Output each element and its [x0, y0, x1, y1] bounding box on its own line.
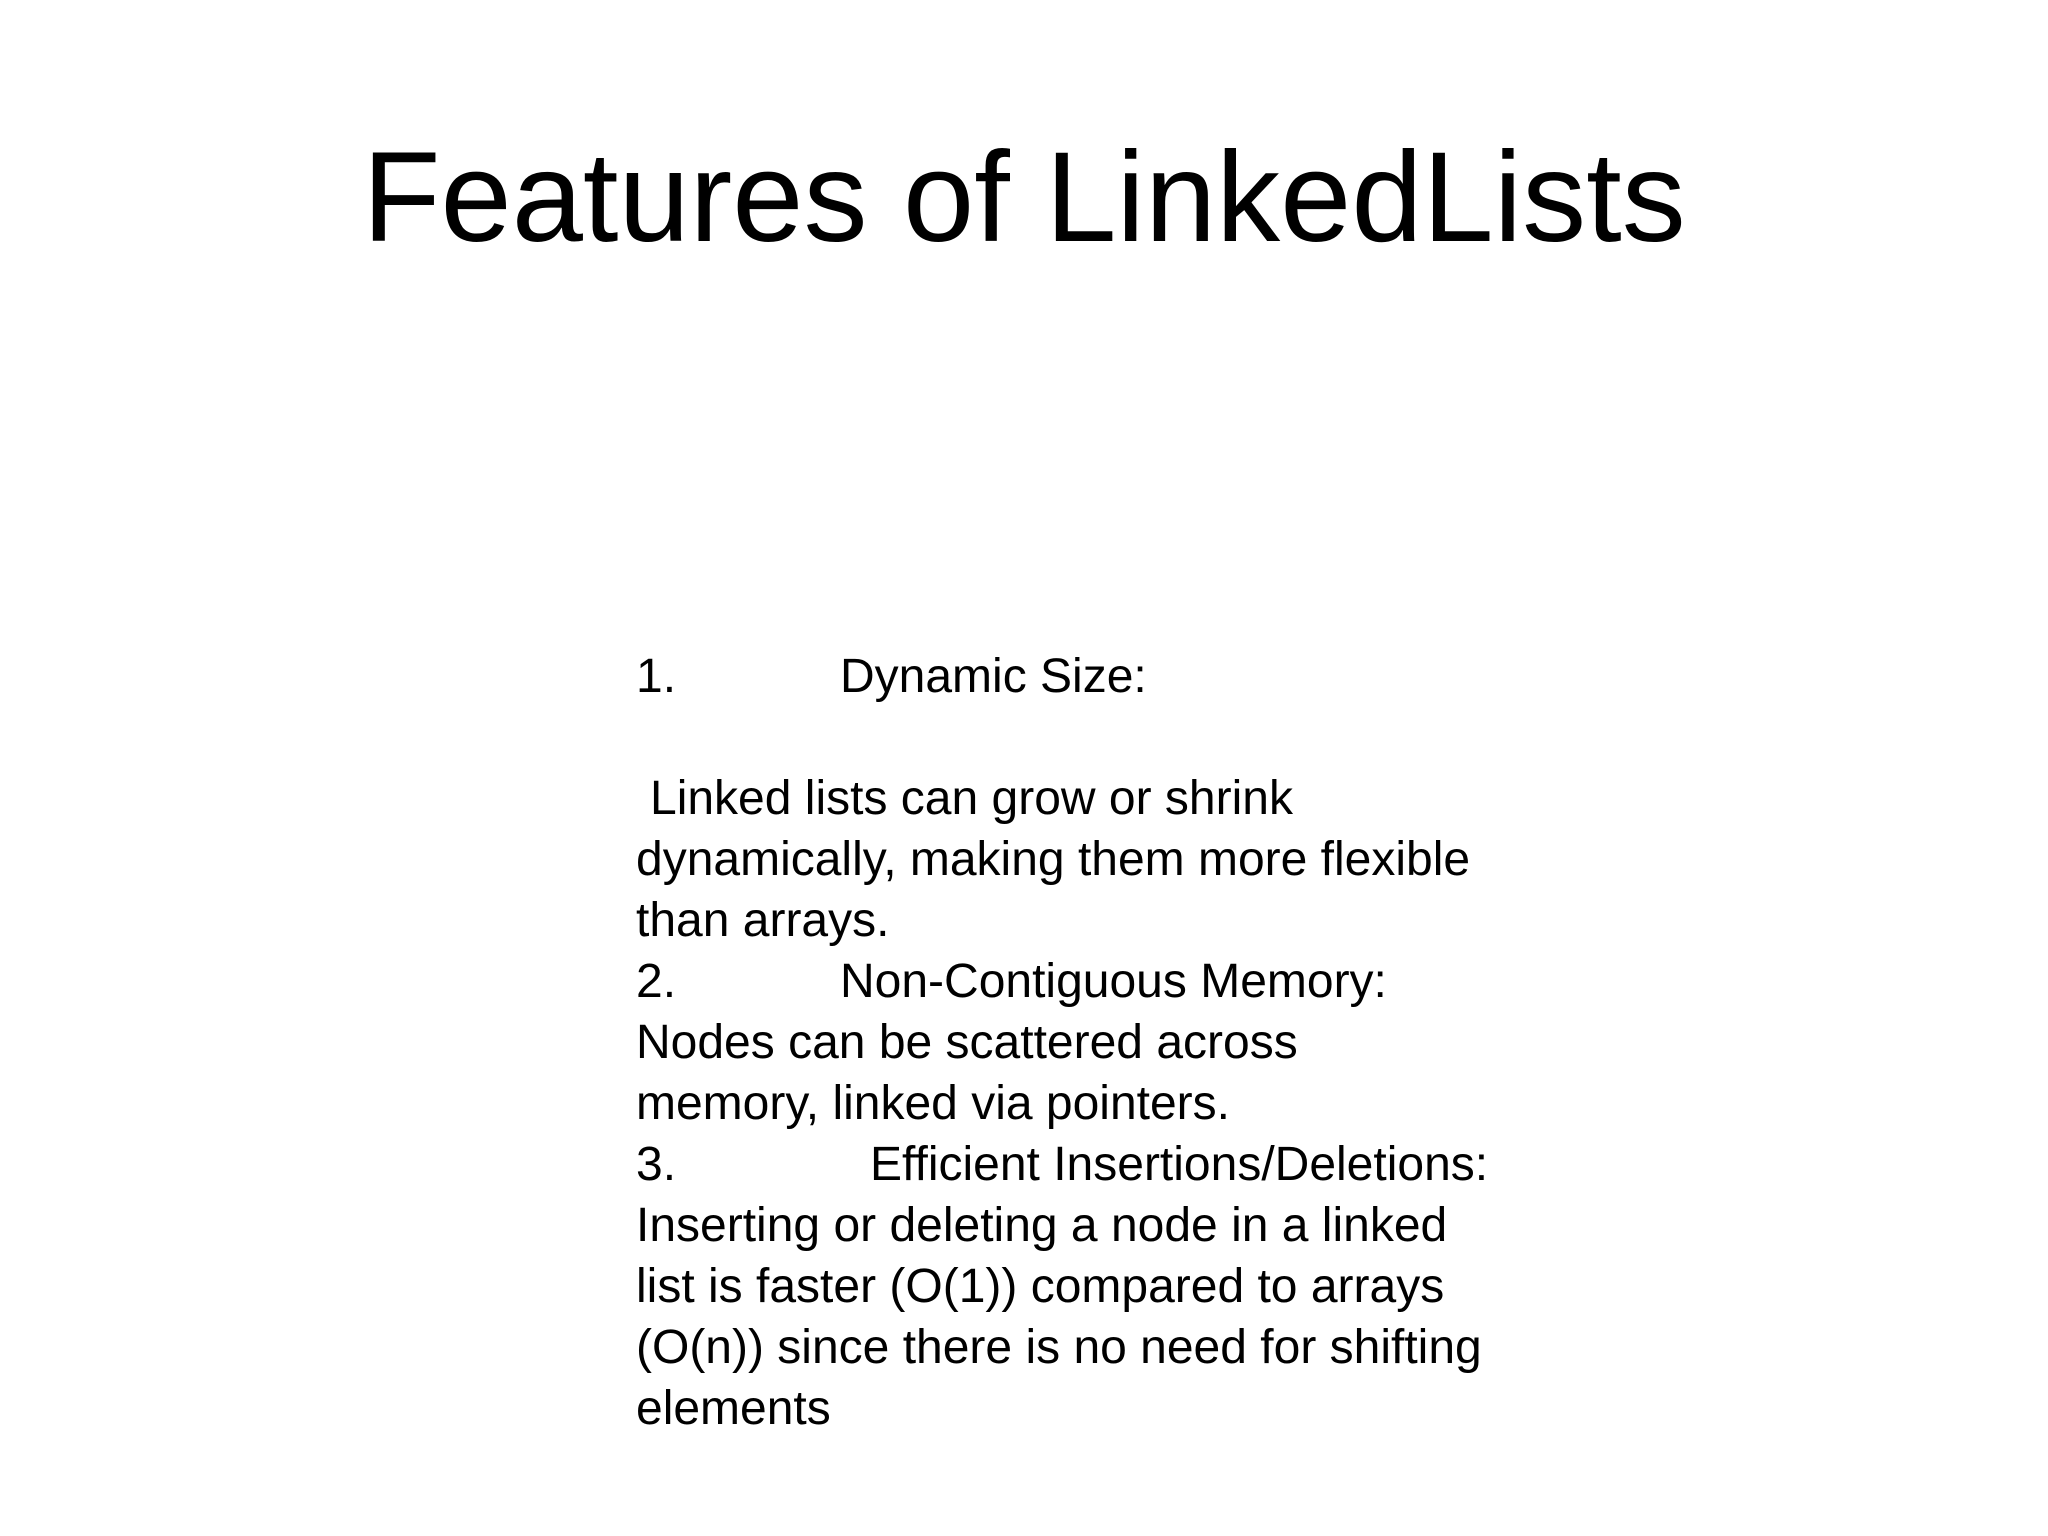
list-item-2-text-line: Nodes can be scattered across [636, 1016, 1298, 1069]
list-item-1-text-line: dynamically, making them more flexible [636, 833, 1471, 886]
list-item-2-heading-line [636, 951, 1596, 1012]
blank-line [636, 707, 1596, 768]
list-item-number: 3. [636, 1138, 677, 1191]
list-item-heading: Non-Contiguous Memory: [840, 955, 1387, 1008]
list-item-number: 1. [636, 650, 677, 703]
list-item-3-text-line: Inserting or deleting a node in a linked [636, 1199, 1448, 1252]
list-item-heading: Dynamic Size: [840, 650, 1147, 703]
list-item-1-text-line: Linked lists can grow or shrink [650, 772, 1293, 825]
list-item-3-text-line: list is faster (O(1)) compared to arrays [636, 1260, 1445, 1313]
slide-body-text [636, 646, 1596, 1439]
slide-title: Features of LinkedLists [362, 126, 1686, 269]
list-item-3-text-line: (O(n)) since there is no need for shifting [636, 1321, 1482, 1374]
list-item-3-text-line: elements [636, 1382, 831, 1435]
list-item-number: 2. [636, 955, 677, 1008]
list-item-1-heading-line [636, 646, 1596, 707]
list-item-1-text-line: than arrays. [636, 894, 890, 947]
list-item-3-heading-line [636, 1134, 1596, 1195]
list-item-2-text-line: memory, linked via pointers. [636, 1077, 1230, 1130]
list-item-heading: Efficient Insertions/Deletions: [870, 1138, 1489, 1191]
